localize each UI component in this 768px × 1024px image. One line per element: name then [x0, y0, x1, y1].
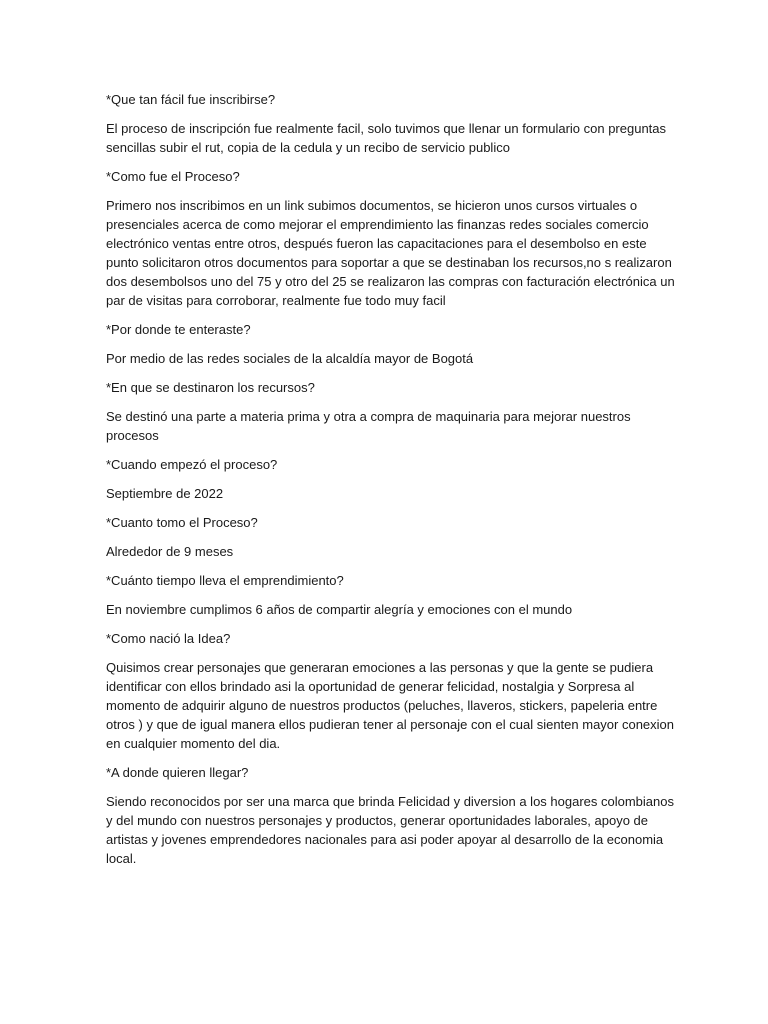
answer-paragraph [106, 349, 666, 368]
text-line: identificar con ellos brindado asi la oportunidad de generar felicidad, nostalgia y Sorpresa al [106, 679, 635, 694]
question-heading [106, 320, 666, 339]
question-heading [106, 513, 666, 532]
answer-paragraph [106, 658, 675, 753]
text-line: *Por donde te enteraste? [106, 322, 251, 337]
text-line: Primero nos inscribimos en un link subimos documentos, se hicieron unos cursos virtuales o [106, 198, 638, 213]
text-line: Siendo reconocidos por ser una marca que brinda Felicidad y diversion a los hogares colombianos [106, 794, 674, 809]
text-line: electrónico ventas entre otros, después fueron las capacitaciones para el desembolso en este [106, 236, 647, 251]
answer-paragraph [106, 407, 666, 445]
question-heading [106, 90, 666, 109]
text-line: Por medio de las redes sociales de la alcaldía mayor de Bogotá [106, 351, 474, 366]
text-line: presenciales acerca de como mejorar el emprendimiento las finanzas redes sociales comercio [106, 217, 649, 232]
text-line: par de visitas para corroborar, realmente fue todo muy facil [106, 293, 446, 308]
question-heading [106, 455, 666, 474]
question-heading [106, 571, 666, 590]
answer-paragraph [106, 542, 666, 561]
text-line: *Que tan fácil fue inscribirse? [106, 92, 276, 107]
text-line: procesos [106, 428, 159, 443]
question-heading [106, 167, 666, 186]
text-line: otros ) y que de igual manera ellos pudieran tener al personaje con el cual sienten mayor conexion [106, 717, 675, 732]
text-line: *Cuanto tomo el Proceso? [106, 515, 258, 530]
text-line: *Cuánto tiempo lleva el emprendimiento? [106, 573, 344, 588]
question-heading [106, 629, 666, 648]
text-line: Alrededor de 9 meses [106, 544, 234, 559]
text-line: En noviembre cumplimos 6 años de compartir alegría y emociones con el mundo [106, 602, 573, 617]
text-line: y del mundo con nuestros personajes y productos, generar oportunidades laborales, apoyo de [106, 813, 649, 828]
text-line: sencillas subir el rut, copia de la cedula y un recibo de servicio publico [106, 140, 510, 155]
answer-paragraph [106, 600, 666, 619]
answer-paragraph [106, 119, 666, 157]
text-line: *A donde quieren llegar? [106, 765, 249, 780]
document-body [106, 90, 675, 868]
answer-paragraph [106, 792, 674, 868]
text-line: Septiembre de 2022 [106, 486, 224, 501]
text-line: punto solicitaron otros documentos para soportar a que se destinaban los recursos,no s realizaron [106, 255, 672, 270]
text-line: *Como nació la Idea? [106, 631, 231, 646]
text-line: en cualquier momento del dia. [106, 736, 281, 751]
text-line: Se destinó una parte a materia prima y otra a compra de maquinaria para mejorar nuestros [106, 409, 631, 424]
text-line: artistas y jovenes emprendedores nacionales para asi poder apoyar al desarrollo de la economia [106, 832, 664, 847]
question-heading [106, 378, 666, 397]
text-line: *Como fue el Proceso? [106, 169, 240, 184]
text-line: local. [106, 851, 137, 866]
text-line: momento de adquirir alguno de nuestros productos (peluches, llaveros, stickers, papeleria entre [106, 698, 658, 713]
text-line: dos desembolsos uno del 75 y otro del 25 se realizaron las compras con facturación electrónica un [106, 274, 675, 289]
text-line: *Cuando empezó el proceso? [106, 457, 278, 472]
text-line: Quisimos crear personajes que generaran emociones a las personas y que la gente se pudiera [106, 660, 654, 675]
text-line: *En que se destinaron los recursos? [106, 380, 315, 395]
document-page [106, 90, 675, 878]
question-heading [106, 763, 666, 782]
answer-paragraph [106, 196, 675, 310]
text-line: El proceso de inscripción fue realmente facil, solo tuvimos que llenar un formulario con preguntas [106, 121, 667, 136]
answer-paragraph [106, 484, 666, 503]
